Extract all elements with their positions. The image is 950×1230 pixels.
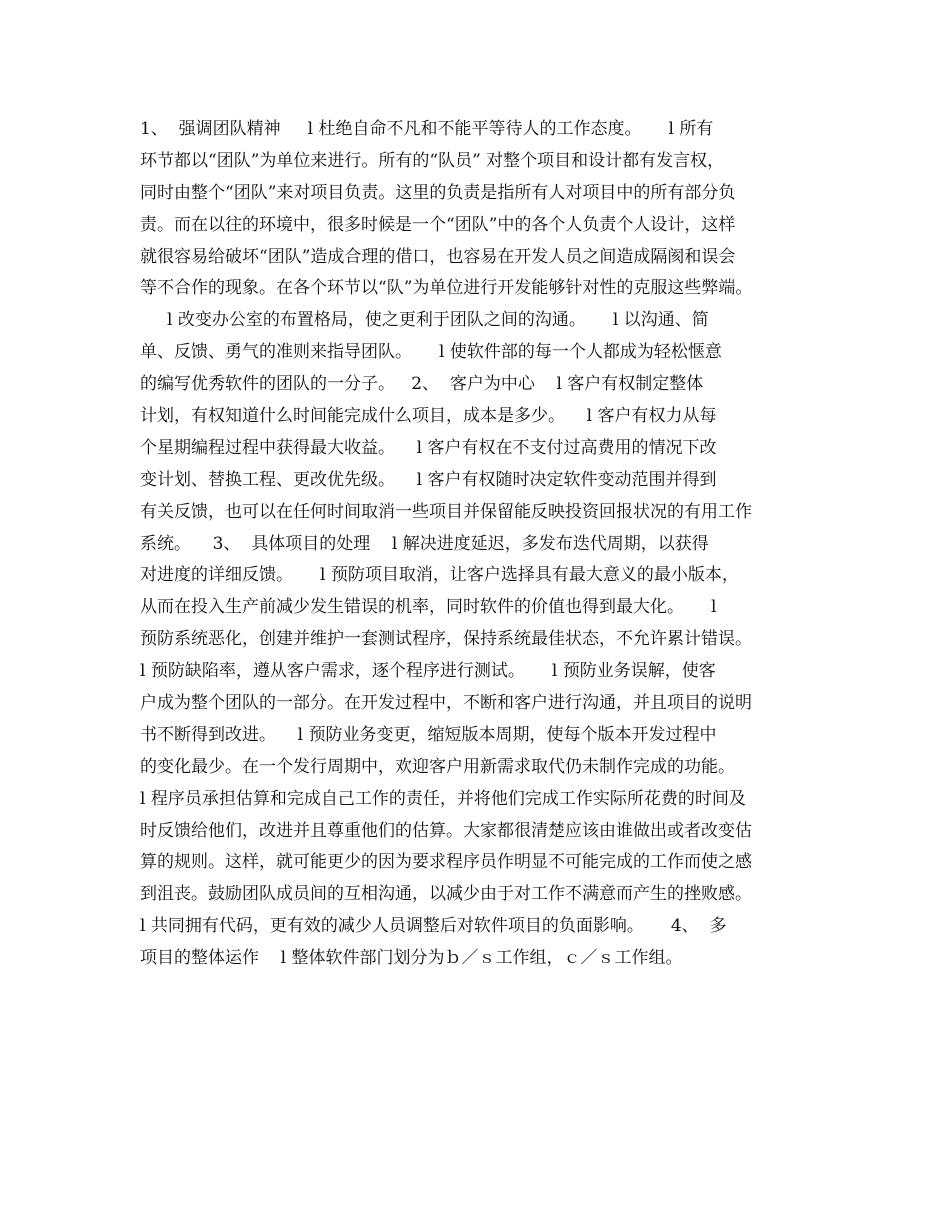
- text-line: 责。而在以往的环境中，很多时候是一个“团队”中的各个人负责个人设计，这样: [140, 214, 736, 235]
- text-line: 对进度的详细反馈。 l 预防项目取消，让客户选择具有最大意义的最小版本，: [140, 565, 739, 586]
- text-line: 预防系统恶化，创建并维护一套测试程序，保持系统最佳状态，不允许累计错误。: [140, 629, 752, 650]
- text-line: 变计划、替换工程、更改优先级。 l 客户有权随时决定软件变动范围并得到: [140, 469, 717, 490]
- text-line: 单、反馈、勇气的准则来指导团队。 l 使软件部的每一个人都成为轻松惬意: [140, 342, 722, 363]
- text-line: 从而在投入生产前减少发生错误的机率，同时软件的价值也得到最大化。 l: [140, 597, 717, 618]
- text-line: l 程序员承担估算和完成自己工作的责任，并将他们完成工作实际所花费的时间及: [140, 788, 746, 809]
- text-line: 同时由整个“团队”来对项目负责。这里的负责是指所有人对项目中的所有部分负: [140, 182, 736, 203]
- text-line: l 改变办公室的布置格局，使之更利于团队之间的沟通。 l 以沟通、简: [140, 310, 709, 331]
- text-line: 1、 强调团队精神 l 杜绝自命不凡和不能平等待人的工作态度。 l 所有: [140, 119, 714, 139]
- document-body: [140, 114, 820, 975]
- text-line: 时反馈给他们，改进并且尊重他们的估算。大家都很清楚应该由谁做出或者改变估: [140, 820, 752, 841]
- text-line: 系统。 3、 具体项目的处理 l 解决进度延迟，多发布迭代周期，以获得: [140, 533, 709, 554]
- text-line: 等不合作的现象。在各个环节以“队”为单位进行开发能够针对性的克服这些弊端。: [140, 278, 753, 299]
- text-line: 就很容易给破坏“团队”造成合理的借口，也容易在开发人员之间造成隔阂和误会: [140, 246, 736, 267]
- text-line: 计划，有权知道什么时间能完成什么项目，成本是多少。 l 客户有权力从每: [140, 406, 717, 427]
- text-line: 算的规则。这样，就可能更少的因为要求程序员作明显不可能完成的工作而使之感: [140, 852, 752, 873]
- text-line: 环节都以“团队”为单位来进行。所有的“队员” 对整个项目和设计都有发言权，: [140, 150, 725, 171]
- text-line: l 共同拥有代码，更有效的减少人员调整后对软件项目的负面影响。 4、 多: [140, 916, 727, 937]
- text-line: 书不断得到改进。 l 预防业务变更，缩短版本周期，使每个版本开发过程中: [140, 724, 717, 745]
- text-line: l 预防缺陷率，遵从客户需求，逐个程序进行测试。 l 预防业务误解，使客: [140, 661, 716, 682]
- text-line: 的编写优秀软件的团队的一分子。 2、 客户为中心 l 客户有权制定整体: [140, 374, 704, 395]
- text-line: 有关反馈，也可以在任何时间取消一些项目并保留能反映投资回报状况的有用工作: [140, 501, 752, 522]
- text-line: 个星期编程过程中获得最大收益。 l 客户有权在不支付过高费用的情况下改: [140, 437, 717, 458]
- text-line: 项目的整体运作 l 整体软件部门划分为ｂ／ｓ工作组，ｃ／ｓ工作组。: [140, 948, 683, 969]
- text-line: 到沮丧。鼓励团队成员间的互相沟通，以减少由于对工作不满意而产生的挫败感。: [140, 884, 752, 905]
- text-line: 的变化最少。在一个发行周期中，欢迎客户用新需求取代仍未制作完成的功能。: [140, 756, 735, 777]
- text-line: 户成为整个团队的一部分。在开发过程中，不断和客户进行沟通，并且项目的说明: [140, 693, 752, 714]
